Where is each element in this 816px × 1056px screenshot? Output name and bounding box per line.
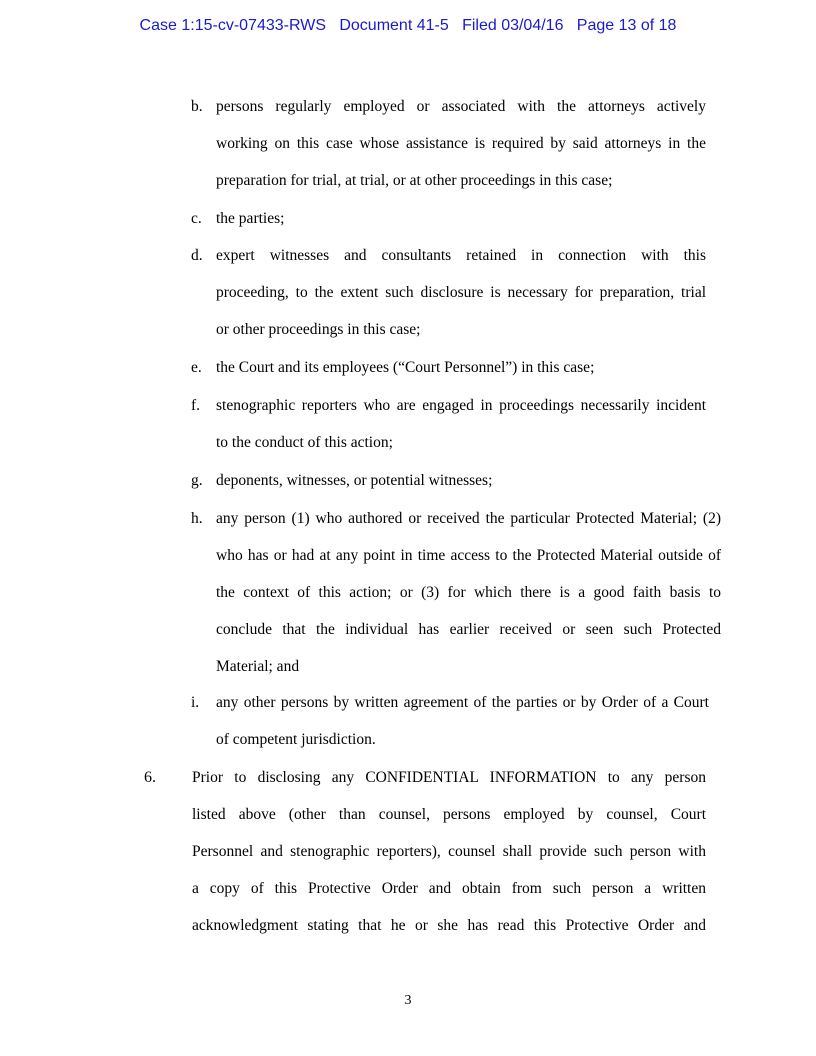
item-line: preparation for trial, at trial, or at other proceedings in this case; <box>216 172 613 189</box>
paragraph-line: a copy of this Protective Order and obtain from such person a written <box>192 880 706 897</box>
item-line: Material; and <box>216 658 300 675</box>
item-line: to the conduct of this action; <box>216 434 393 451</box>
paragraph-line: acknowledgment stating that he or she has read this Protective Order and <box>192 917 706 934</box>
list-marker: f. <box>191 397 201 414</box>
paragraph-line: Prior to disclosing any CONFIDENTIAL INFORMATION to any person <box>192 769 706 786</box>
item-line: or other proceedings in this case; <box>216 321 421 338</box>
paragraph-number: 6. <box>144 769 156 786</box>
list-marker: e. <box>191 359 202 376</box>
paragraph-line: Personnel and stenographic reporters), counsel shall provide such person with <box>192 843 706 860</box>
list-marker: d. <box>191 247 203 264</box>
item-line: the Court and its employees (“Court Personnel”) in this case; <box>216 359 595 376</box>
item-line: any other persons by written agreement of the parties or by Order of a Court <box>216 694 709 711</box>
list-marker: c. <box>191 210 202 227</box>
item-line: who has or had at any point in time access to the Protected Material outside of <box>216 547 721 564</box>
item-line: deponents, witnesses, or potential witnesses; <box>216 472 493 489</box>
item-line: stenographic reporters who are engaged in proceedings necessarily incident <box>216 397 706 414</box>
item-line: conclude that the individual has earlier received or seen such Protected <box>216 621 721 638</box>
list-marker: i. <box>191 694 200 711</box>
paragraph-line: listed above (other than counsel, persons employed by counsel, Court <box>192 806 706 823</box>
item-line: expert witnesses and consultants retained in connection with this <box>216 247 706 264</box>
item-line: proceeding, to the extent such disclosure is necessary for preparation, trial <box>216 284 706 301</box>
case-header: Case 1:15-cv-07433-RWS Document 41-5 Filed 03/04/16 Page 13 of 18 <box>139 17 677 34</box>
list-marker: h. <box>191 510 203 527</box>
item-line: any person (1) who authored or received the particular Protected Material; (2) <box>216 510 721 527</box>
item-line: the parties; <box>216 210 285 227</box>
page-number: 3 <box>404 993 412 1008</box>
item-line: of competent jurisdiction. <box>216 731 376 748</box>
list-marker: g. <box>191 472 203 489</box>
item-line: the context of this action; or (3) for which there is a good faith basis to <box>216 584 721 601</box>
item-line: working on this case whose assistance is required by said attorneys in the <box>216 135 706 152</box>
item-line: persons regularly employed or associated with the attorneys actively <box>216 98 706 115</box>
list-marker: b. <box>191 98 203 115</box>
